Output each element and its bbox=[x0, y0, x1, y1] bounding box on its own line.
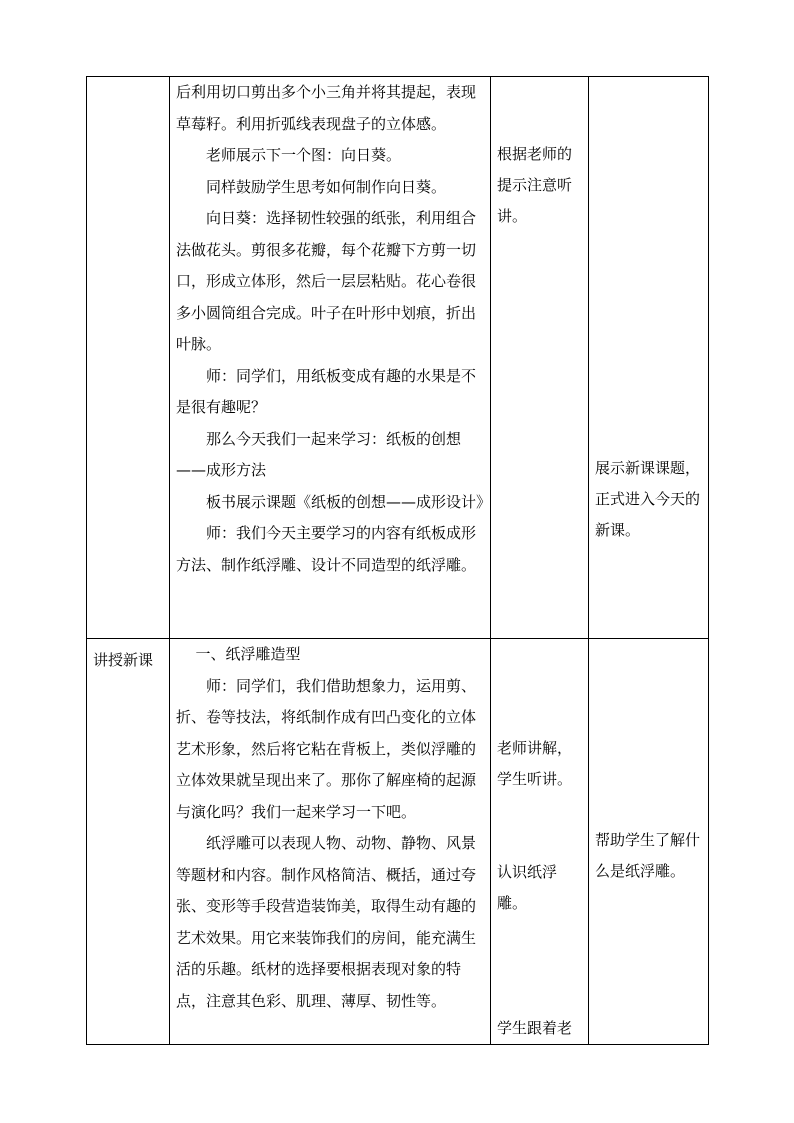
content-cell bbox=[170, 77, 491, 639]
content-cell bbox=[170, 639, 491, 1045]
content-paragraph: 同样鼓励学生思考如何制作向日葵。 bbox=[206, 177, 447, 196]
content-paragraph: 纸浮雕可以表现人物、动物、静物、风景等题材和内容。制作风格简洁、概括，通过夸张、变形等手段营造装饰美，取得生动有趣的艺术效果。用它来装饰我们的房间，能充满生活的乐趣。纸材的选择要根据表现对象的特点，注意其色彩、肌理、薄厚、韧性等。 bbox=[176, 834, 477, 1010]
section-heading: 一、纸浮雕造型 bbox=[195, 645, 301, 663]
student-activity-cell bbox=[491, 77, 589, 639]
content-paragraph: 向日葵：选择韧性较强的纸张，利用组合法做花头。剪很多花瓣，每个花瓣下方剪一切口，形成立体形，然后一层层粘贴。花心卷很多小圆筒组合完成。叶子在叶形中划痕，折出叶脉。 bbox=[176, 209, 477, 353]
design-intent-cell bbox=[589, 639, 709, 1045]
student-activity-note: 根据老师的提示注意听讲。 bbox=[497, 145, 573, 225]
student-activity-note: 学生跟着老 bbox=[497, 1019, 573, 1037]
content-paragraph: 师：同学们，我们借助想象力，运用剪、折、卷等技法，将纸制作成有凹凸变化的立体艺术形象，然后将它粘在背板上，类似浮雕的立体效果就呈现出来了。那你了解座椅的起源与演化吗？我们一起来学习一下吧。 bbox=[176, 676, 477, 821]
lesson-plan-table bbox=[86, 76, 709, 1045]
student-activity-note: 认识纸浮雕。 bbox=[497, 863, 558, 912]
stage-cell bbox=[87, 77, 170, 639]
table-row bbox=[87, 77, 709, 639]
stage-label bbox=[87, 77, 169, 83]
content-paragraph: 老师展示下一个图：向日葵。 bbox=[206, 146, 402, 164]
design-intent-note: 帮助学生了解什么是纸浮雕。 bbox=[595, 831, 701, 880]
design-intent-note: 展示新课课题，正式进入今天的新课。 bbox=[595, 459, 701, 539]
content-paragraph: 那么今天我们一起来学习：纸板的创想——成形方法 bbox=[176, 429, 462, 479]
student-activity-cell bbox=[491, 639, 589, 1045]
content-paragraph: 师：我们今天主要学习的内容有纸板成形方法、制作纸浮雕、设计不同造型的纸浮雕。 bbox=[176, 524, 477, 574]
content-paragraph: 后利用切口剪出多个小三角并将其提起，表现草莓籽。利用折弧线表现盘子的立体感。 bbox=[176, 83, 477, 133]
content-paragraph: 师：同学们，用纸板变成有趣的水果是不是很有趣呢？ bbox=[176, 366, 477, 416]
stage-label: 讲授新课 bbox=[93, 651, 154, 669]
content-paragraph: 板书展示课题《纸板的创想——成形设计》 bbox=[206, 492, 492, 511]
design-intent-cell bbox=[589, 77, 709, 639]
stage-cell bbox=[87, 639, 170, 1045]
table-row bbox=[87, 639, 709, 1045]
student-activity-note: 老师讲解，学生听讲。 bbox=[497, 739, 573, 788]
